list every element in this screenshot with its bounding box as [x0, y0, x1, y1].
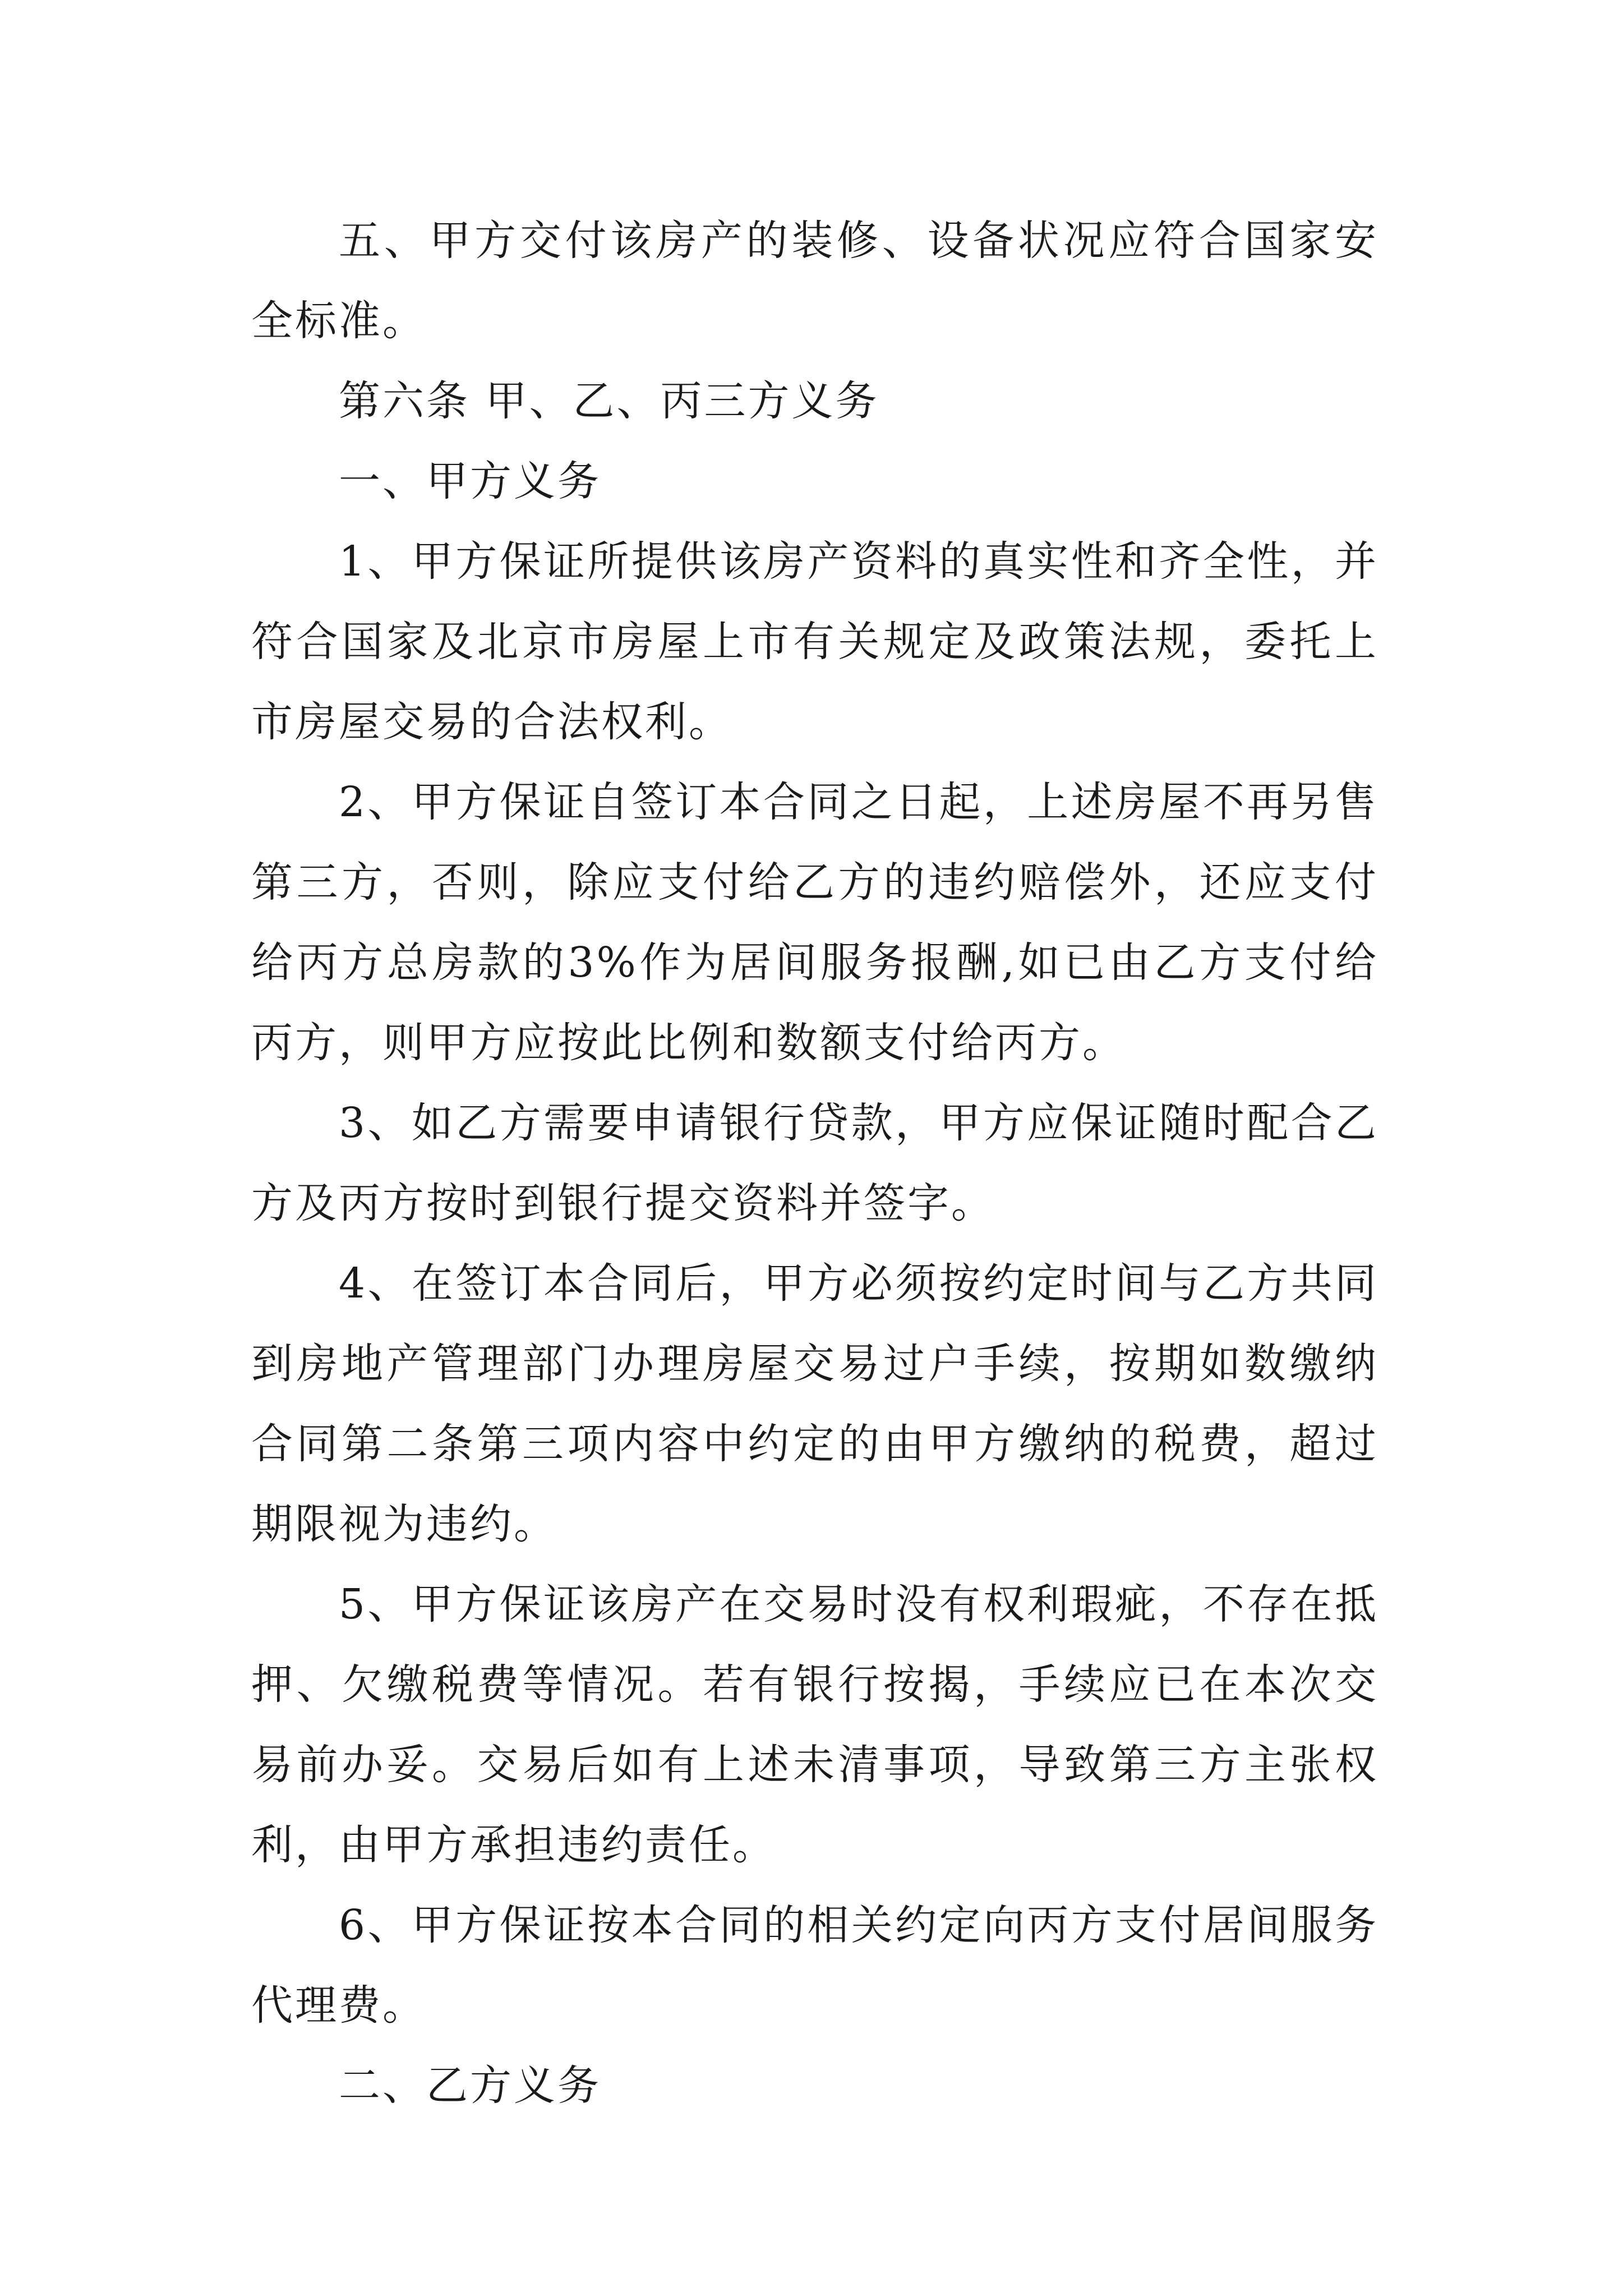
clause-2: 2、甲方保证自签订本合同之日起，上述房屋不再另售第三方，否则，除应支付给乙方的违约赔偿外，还应支付给丙方总房款的3%作为居间服务报酬,如已由乙方支付给丙方，则甲方应按此比例和数额支付给丙方。: [251, 778, 1378, 1067]
party-a-obligations-heading: 一、甲方义务: [339, 457, 601, 505]
paragraph-decoration-standard: 五、甲方交付该房产的装修、设备状况应符合国家安全标准。: [251, 217, 1378, 345]
clause-3: 3、如乙方需要申请银行贷款，甲方应保证随时配合乙方及丙方按时到银行提交资料并签字。: [251, 1099, 1378, 1227]
clause-1: 1、甲方保证所提供该房产资料的真实性和齐全性，并符合国家及北京市房屋上市有关规定及政策法规，委托上市房屋交易的合法权利。: [251, 537, 1378, 746]
clause-4: 4、在签订本合同后，甲方必须按约定时间与乙方共同到房地产管理部门办理房屋交易过户手续，按期如数缴纳合同第二条第三项内容中约定的由甲方缴纳的税费，超过期限视为违约。: [251, 1259, 1378, 1548]
clause-5: 5、甲方保证该房产在交易时没有权利瑕疵，不存在抵押、欠缴税费等情况。若有银行按揭，手续应已在本次交易前办妥。交易后如有上述未清事项，导致第三方主张权利，由甲方承担违约责任。: [251, 1580, 1378, 1869]
document-body: [251, 201, 1378, 2126]
party-b-obligations-heading: 二、乙方义务: [339, 2062, 601, 2110]
article-six-heading: 第六条 甲、乙、丙三方义务: [339, 377, 879, 425]
clause-6: 6、甲方保证按本合同的相关约定向丙方支付居间服务代理费。: [251, 1901, 1378, 2030]
